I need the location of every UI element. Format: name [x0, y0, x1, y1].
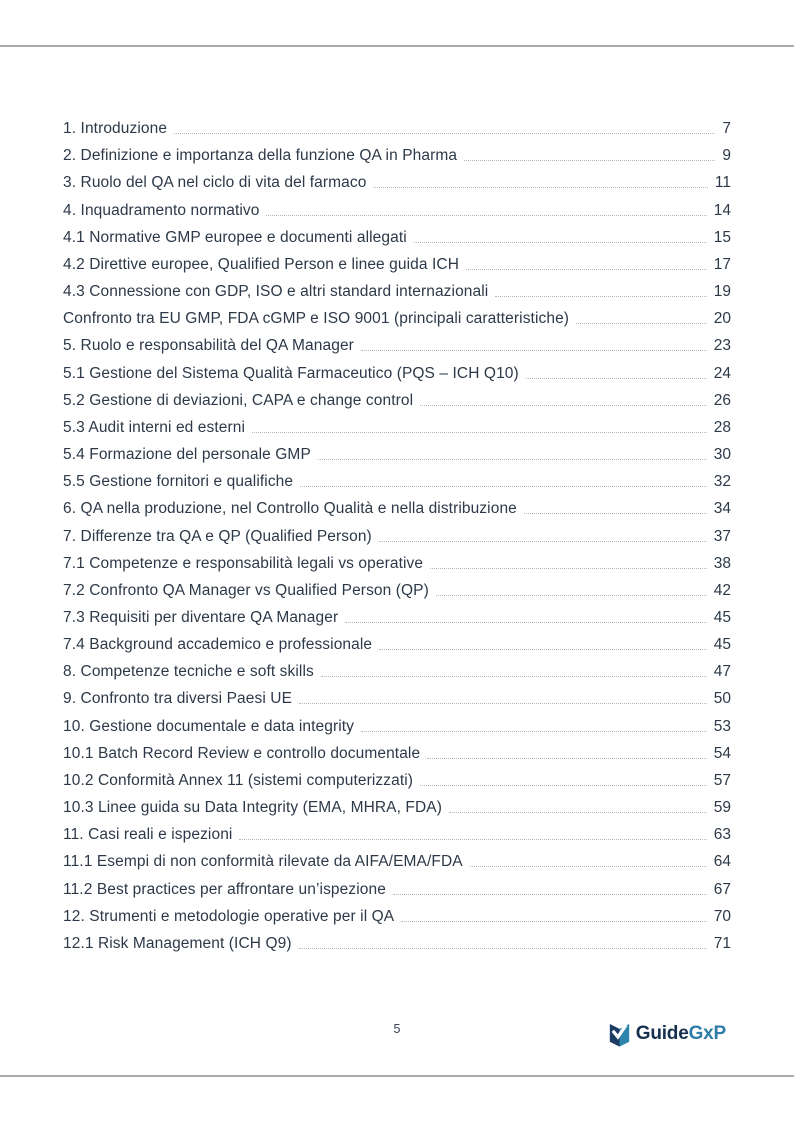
toc-entry-label: 7. Differenze tra QA e QP (Qualified Person) — [63, 527, 372, 545]
toc-entry-page: 30 — [713, 446, 731, 464]
toc-leader-line — [373, 187, 707, 188]
toc-leader-line — [300, 486, 707, 487]
logo-text-guide: Guide — [635, 1023, 689, 1044]
logo-text — [636, 1020, 726, 1048]
toc-entry[interactable] — [63, 872, 731, 899]
toc-entry-label: 10.2 Conformità Annex 11 (sistemi computerizzati) — [63, 771, 414, 789]
toc-entry-page: 11 — [714, 174, 731, 192]
toc-entry-page: 50 — [713, 690, 731, 708]
toc-entry-label: 5. Ruolo e responsabilità del QA Manager — [63, 337, 354, 355]
toc-leader-line — [321, 676, 707, 677]
open-book-check-icon — [609, 1021, 630, 1048]
toc-entry-label: 11. Casi reali e ispezioni — [63, 826, 233, 844]
bottom-rule — [0, 1075, 794, 1077]
toc-leader-line — [239, 839, 706, 840]
toc-leader-line — [470, 866, 707, 867]
toc-entry-label: 12.1 Risk Management (ICH Q9) — [63, 934, 292, 952]
logo-text-gxp: GxP — [688, 1023, 726, 1044]
toc-entry[interactable] — [63, 845, 731, 872]
toc-leader-line — [318, 459, 707, 460]
toc-leader-line — [576, 323, 707, 324]
toc-entry-page: 70 — [713, 907, 731, 925]
toc-entry-label: 7.1 Competenze e responsabilità legali vs operative — [63, 554, 424, 572]
toc-entry[interactable] — [63, 248, 731, 275]
toc-entry-page: 38 — [713, 554, 731, 572]
toc-entry-label: 11.1 Esempi di non conformità rilevate da AIFA/EMA/FDA — [63, 853, 463, 871]
toc-entry[interactable] — [63, 139, 731, 166]
top-rule — [0, 45, 794, 47]
toc-entry-page: 45 — [713, 608, 731, 626]
toc-entry[interactable] — [63, 927, 731, 954]
toc-entry-page: 17 — [713, 255, 731, 273]
toc-leader-line — [526, 378, 707, 379]
toc-entry[interactable] — [63, 574, 731, 601]
toc-entry[interactable] — [63, 193, 731, 220]
toc-entry-page: 7 — [722, 120, 731, 138]
toc-entry-label: 11.2 Best practices per affrontare un’ispezione — [63, 880, 386, 898]
toc-entry-page: 54 — [713, 744, 731, 762]
toc-leader-line — [420, 785, 707, 786]
toc-entry-page: 37 — [713, 527, 731, 545]
toc-leader-line — [299, 948, 707, 949]
toc-leader-line — [379, 541, 707, 542]
toc-entry-label: 9. Confronto tra diversi Paesi UE — [63, 690, 293, 708]
toc-entry-label: 7.3 Requisiti per diventare QA Manager — [63, 608, 339, 626]
toc-entry-page: 45 — [713, 636, 731, 654]
table-of-contents — [63, 112, 731, 954]
toc-entry-page: 71 — [713, 934, 731, 952]
toc-entry-page: 20 — [713, 310, 731, 328]
toc-entry-page: 34 — [713, 500, 731, 518]
toc-entry-label: 4.2 Direttive europee, Qualified Person e linee guida ICH — [63, 255, 460, 273]
toc-leader-line — [464, 160, 715, 161]
toc-entry[interactable] — [63, 764, 731, 791]
toc-entry-page: 15 — [713, 228, 731, 246]
toc-entry[interactable] — [63, 166, 731, 193]
toc-entry[interactable] — [63, 737, 731, 764]
toc-entry[interactable] — [63, 112, 731, 139]
toc-leader-line — [393, 894, 707, 895]
toc-leader-line — [299, 703, 707, 704]
toc-entry-page: 14 — [713, 201, 731, 219]
toc-entry-page: 64 — [713, 853, 731, 871]
toc-leader-line — [345, 622, 707, 623]
toc-entry-page: 9 — [722, 147, 731, 165]
toc-entry-page: 32 — [713, 473, 731, 491]
toc-entry-label: 10.1 Batch Record Review e controllo documentale — [63, 744, 421, 762]
toc-leader-line — [361, 350, 707, 351]
toc-entry-label: 4.1 Normative GMP europee e documenti allegati — [63, 228, 407, 246]
toc-entry-label: 8. Competenze tecniche e soft skills — [63, 663, 314, 681]
toc-entry[interactable] — [63, 356, 731, 383]
toc-entry-page: 47 — [713, 663, 731, 681]
toc-entry-label: 5.2 Gestione di deviazioni, CAPA e change control — [63, 391, 414, 409]
toc-entry-label: 1. Introduzione — [63, 120, 168, 138]
toc-entry-page: 28 — [713, 418, 731, 436]
toc-entry[interactable] — [63, 492, 731, 519]
toc-entry[interactable] — [63, 221, 731, 248]
toc-leader-line — [174, 133, 715, 134]
toc-leader-line — [420, 405, 707, 406]
toc-entry-label: 5.5 Gestione fornitori e qualifiche — [63, 473, 294, 491]
toc-entry[interactable] — [63, 519, 731, 546]
toc-entry-page: 19 — [713, 283, 731, 301]
toc-entry-label: 3. Ruolo del QA nel ciclo di vita del farmaco — [63, 174, 367, 192]
toc-leader-line — [379, 649, 707, 650]
toc-entry-label: 5.3 Audit interni ed esterni — [63, 418, 246, 436]
toc-entry[interactable] — [63, 384, 731, 411]
toc-leader-line — [449, 812, 707, 813]
toc-entry[interactable] — [63, 329, 731, 356]
toc-entry-page: 42 — [713, 581, 731, 599]
toc-entry-label: 2. Definizione e importanza della funzione QA in Pharma — [63, 147, 458, 165]
toc-entry-label: 10. Gestione documentale e data integrity — [63, 717, 355, 735]
toc-entry-label: 6. QA nella produzione, nel Controllo Qualità e nella distribuzione — [63, 500, 517, 518]
toc-entry[interactable] — [63, 547, 731, 574]
toc-entry[interactable] — [63, 601, 731, 628]
toc-leader-line — [266, 215, 706, 216]
toc-entry-label: 12. Strumenti e metodologie operative per il QA — [63, 907, 395, 925]
toc-entry-label: 5.1 Gestione del Sistema Qualità Farmaceutico (PQS – ICH Q10) — [63, 364, 519, 382]
toc-entry[interactable] — [63, 411, 731, 438]
toc-entry-page: 23 — [713, 337, 731, 355]
toc-entry-label: 5.4 Formazione del personale GMP — [63, 446, 311, 464]
toc-entry[interactable] — [63, 709, 731, 736]
toc-leader-line — [495, 296, 706, 297]
toc-entry-label: 10.3 Linee guida su Data Integrity (EMA, MHRA, FDA) — [63, 799, 442, 817]
toc-entry[interactable] — [63, 655, 731, 682]
toc-entry-label: 4. Inquadramento normativo — [63, 201, 260, 219]
toc-entry-page: 53 — [713, 717, 731, 735]
guidegxp-logo — [609, 1020, 726, 1048]
toc-entry-label: Confronto tra EU GMP, FDA cGMP e ISO 9001 (principali caratteristiche) — [63, 310, 570, 328]
toc-entry-page: 26 — [713, 391, 731, 409]
toc-entry[interactable] — [63, 302, 731, 329]
page-number: 5 — [393, 1022, 401, 1036]
toc-leader-line — [252, 432, 707, 433]
toc-entry-page: 67 — [713, 880, 731, 898]
toc-leader-line — [430, 568, 707, 569]
toc-entry[interactable] — [63, 791, 731, 818]
toc-entry-page: 59 — [713, 799, 731, 817]
toc-entry[interactable] — [63, 438, 731, 465]
toc-leader-line — [436, 595, 707, 596]
toc-entry[interactable] — [63, 900, 731, 927]
toc-entry-page: 57 — [713, 771, 731, 789]
toc-entry-label: 7.4 Background accademico e professionale — [63, 636, 373, 654]
toc-entry[interactable] — [63, 682, 731, 709]
toc-entry-label: 7.2 Confronto QA Manager vs Qualified Person (QP) — [63, 581, 429, 599]
toc-leader-line — [466, 269, 707, 270]
toc-entry[interactable] — [63, 628, 731, 655]
toc-leader-line — [401, 921, 707, 922]
toc-entry[interactable] — [63, 818, 731, 845]
toc-leader-line — [524, 513, 707, 514]
toc-entry[interactable] — [63, 465, 731, 492]
toc-entry-label: 4.3 Connessione con GDP, ISO e altri standard internazionali — [63, 283, 489, 301]
toc-leader-line — [427, 758, 707, 759]
toc-entry-page: 24 — [713, 364, 731, 382]
toc-leader-line — [361, 731, 707, 732]
toc-leader-line — [414, 242, 707, 243]
toc-entry[interactable] — [63, 275, 731, 302]
toc-entry-page: 63 — [713, 826, 731, 844]
